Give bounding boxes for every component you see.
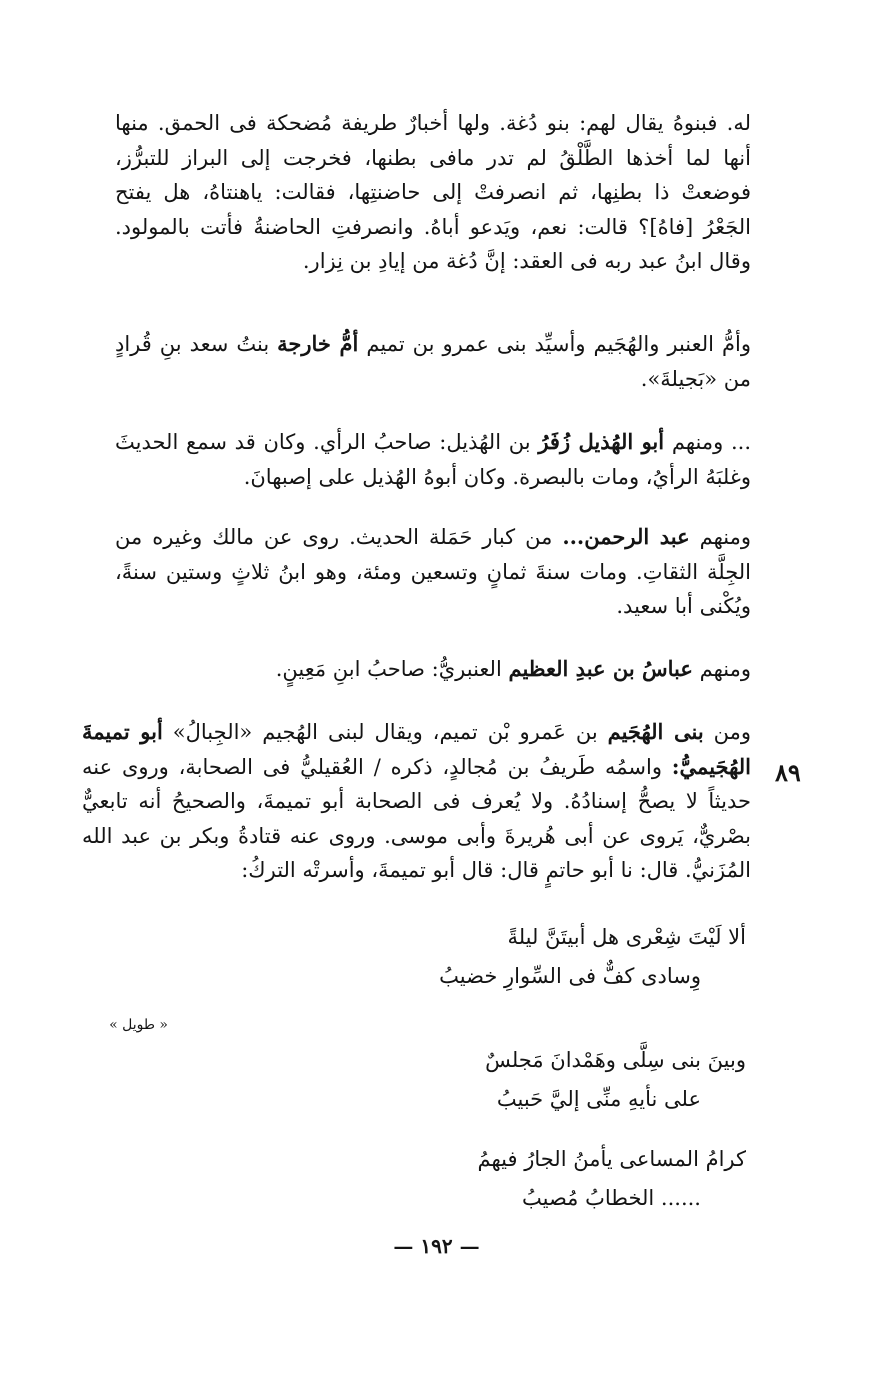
bold-name: عباسُ بن عبدِ العظيم bbox=[508, 656, 693, 681]
paragraph-abu-tamima bbox=[82, 715, 751, 888]
paragraph-abu-hudhayl bbox=[115, 425, 751, 494]
bold-name: أمُّ خارجة bbox=[277, 331, 359, 356]
verse-line-1-second-hemistich: وِسادى كفٌّ فى السِّوارِ خضيبُ bbox=[439, 964, 701, 988]
bold-name: أبو الهُذيل bbox=[578, 429, 665, 454]
paragraph-abbas bbox=[115, 652, 751, 687]
paragraph-text: بن عَمرو بْن تميم، ويقال لبنى الهُجيم «الجِبالُ» bbox=[162, 720, 608, 744]
bold-name: أبو تميمةَ الهُجَيميُّ: bbox=[82, 719, 751, 779]
paragraph-text: له. فبنوهُ يقال لهم: بنو دُغة. ولها أخبارٌ طريفة مُضحكة فى الحمق. منها أنها لما أخذها الطَّلْقُ لم تدر مافى بطنها، فخرجت إلى البراز للتبرُّز، فوضعتْ ذا بطنِها، ثم انصرفتْ إلى حاضنتِها، فقالت: ياهنتاهُ، هل يفتح الجَعْرُ [فاهُ]؟ قالت: نعم، ويَدعو أباهُ. وانصرفتِ الحاضنةُ فأتت بالمولود. وقال ابنُ عبد ربه فى العقد: إنَّ دُغة من إيادِ بن نِزار. bbox=[115, 111, 751, 274]
verse-line-3-first-hemistich: كرامُ المساعى يأمنُ الجارُ فيهمُ bbox=[477, 1147, 746, 1171]
paragraph-text: وأمُّ العنبر والهُجَيم وأسيِّد بنى عمرو بن تميم bbox=[358, 332, 751, 356]
paragraph-text: العنبريُّ: صاحبُ ابنِ مَعِينٍ. bbox=[275, 657, 509, 681]
paragraph-abd-al-rahman bbox=[115, 520, 751, 624]
verse-line-2-second-hemistich: على نأيهِ منِّى إليَّ حَبيبُ bbox=[496, 1087, 701, 1111]
margin-page-reference: ٨٩ bbox=[775, 758, 801, 787]
paragraph-text: ومنهم bbox=[689, 525, 752, 549]
paragraph-text: من كبار حَمَلة الحديث. روى عن مالك وغيره من الجِلَّة الثقاتِ. ومات سنةَ ثمانٍ وتسعين ومئة، وهو ابنُ ثلاثٍ وستين سنةً، ويُكْنى أبا سعيد. bbox=[115, 525, 751, 619]
verse-line-3-second-hemistich: ...... الخطابُ مُصيبُ bbox=[521, 1186, 701, 1210]
paragraph-text: بنتُ سعد بنِ قُرادٍ من «بَجيلةَ». bbox=[115, 332, 751, 391]
page-number: — ١٩٢ — bbox=[393, 1234, 480, 1258]
paragraph-text: ومن bbox=[703, 720, 751, 744]
paragraph-text: ومنهم bbox=[692, 657, 751, 681]
verse-line-1-first-hemistich: ألا لَيْتَ شِعْرى هل أبيتَنَّ ليلةً bbox=[507, 925, 746, 949]
bold-name: زُفَرُ bbox=[538, 429, 579, 454]
bold-name: بنى الهُجَيم bbox=[607, 719, 704, 744]
poem-meter-label: « طويل » bbox=[109, 1017, 168, 1033]
paragraph-dugha bbox=[115, 106, 751, 279]
paragraph-text: واسمُه طَريفُ بن مُجالدٍ، ذكره / العُقيليُّ فى الصحابة، وروى عنه حديثاً لا يصحُّ إسنادُهُ. ولا يُعرف فى الصحابة أبو تميمةَ، والصحيحُ أنه تابعيٌّ بصْريٌّ، يَروى عن أبى هُريرةَ وأبى موسى. وروى عنه قتادةُ وبكر بن عبد الله المُزَنيُّ. قال: نا أبو حاتمٍ قال: قال أبو تميمةَ، وأسرتْه التركُ: bbox=[82, 754, 751, 883]
paragraph-text: ... ومنهم bbox=[664, 430, 751, 454]
paragraph-text: بن الهُذيل: صاحبُ الرأي. وكان قد سمع الحديثَ وغلبَهُ الرأيُ، ومات بالبصرة. وكان أبوهُ الهُذيل على إصبهانَ. bbox=[115, 430, 751, 489]
paragraph-umm-kharija bbox=[115, 327, 751, 396]
verse-line-2-first-hemistich: وبينَ بنى سِلَّى وهَمْدانَ مَجلسٌ bbox=[485, 1048, 746, 1072]
bold-name: عبد الرحمن... bbox=[562, 524, 690, 549]
